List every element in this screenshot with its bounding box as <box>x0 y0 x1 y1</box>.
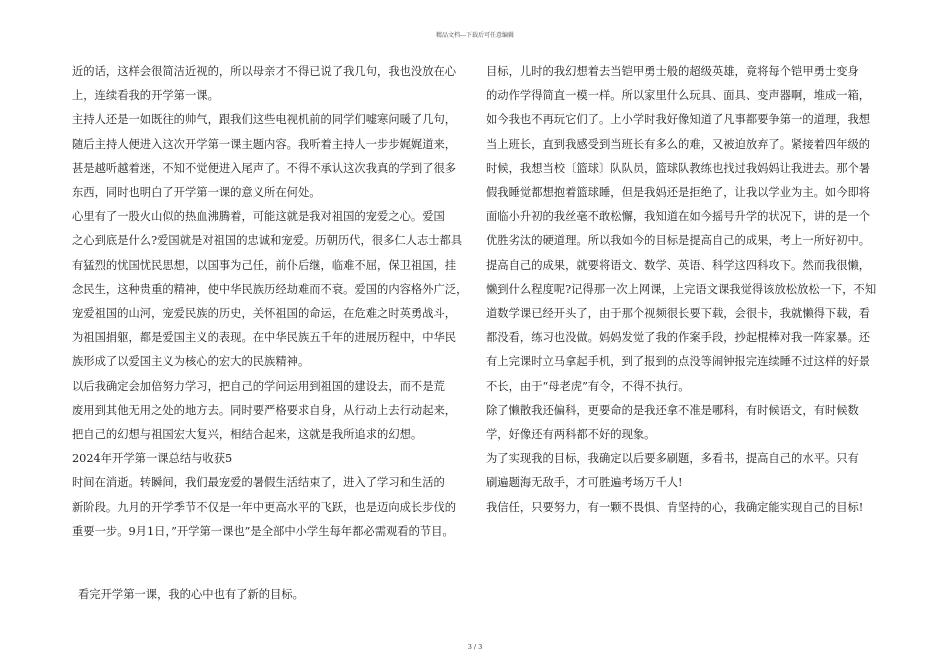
text-line: 有猛烈的忧国忧民思想，以国事为己任，前仆后继，临难不屈，保卫祖国，挂 <box>72 258 457 272</box>
text-line: 以后我确定会加倍努力学习，把自己的学问运用到祖国的建设去，而不是荒 <box>72 379 445 393</box>
text-line: 随后主持人便进入这次开学第一课主题内容。我听着主持人一步步娓娓道来， <box>72 137 457 151</box>
text-line: 道数学课已经开头了，由于那个视频很长要下载，会很卡，我就懒得下载，看 <box>486 307 871 321</box>
text-line: 念民生，这种贵重的精神，使中华民族历经劫难而不衰。爱国的内容格外广泛， <box>72 282 468 296</box>
text-line: 上，连续看我的开学第一课。 <box>72 89 219 103</box>
text-line: 刷遍题海无敌手，才可胜遍考场万千人! <box>486 476 683 490</box>
text-line: 我信任，只要努力，有一颗不畏惧、肯坚持的心，我确定能实现自己的目标! <box>486 500 864 514</box>
text-line: 东西，同时也明白了开学第一课的意义所在何处。 <box>72 186 321 200</box>
text-line: 当上班长，直到我感受到当班长有多么的难，又被迫放弃了。紧接着四年级的 <box>486 137 871 151</box>
text-line: 心里有了一股火山似的热血沸腾着，可能这就是我对祖国的宠爱之心。爱国 <box>72 210 445 224</box>
text-line: 提高自己的成果，就要将语文、数学、英语、科学这四科攻下。然而我很懒， <box>486 258 871 272</box>
text-line: 为祖国捐躯，都是爱国主义的表现。在中华民族五千年的进展历程中，中华民 <box>72 331 457 345</box>
text-line: 如今我也不再玩它们了。上小学时我好像知道了凡事都要争第一的道理，我想 <box>486 113 871 127</box>
text-line: 不长，由于“母老虎”有令，不得不执行。 <box>486 379 690 393</box>
text-line: 除了懒散我还偏科，更要命的是我还拿不准是哪科，有时候语文，有时候数 <box>486 403 859 417</box>
text-line: 假我睡觉都想抱着篮球睡，但是我妈还是拒绝了，让我以学业为主。如今即将 <box>486 186 871 200</box>
text-line: 甚是越听越着迷，不知不觉便进入尾声了。不得不承认这次我真的学到了很多 <box>72 161 457 175</box>
text-line: 时间在消逝。转瞬间，我们最宠爱的暑假生活结束了，进入了学习和生活的 <box>72 476 445 490</box>
closing-line: 看完开学第一课，我的心中也有了新的目标。 <box>78 588 304 601</box>
right-column <box>486 60 879 520</box>
text-line: 懒到什么程度呢?记得那一次上网课，上完语文课我觉得该放松放松一下，不知 <box>486 282 877 296</box>
text-line: 有上完课时立马拿起手机，到了报到的点没等闹钟报完连续睡不过这样的好景 <box>486 355 871 369</box>
text-line: 时候，我想当校〔篮球〕队队员，篮球队教练也找过我妈妈让我进去。那个暑 <box>486 161 871 175</box>
text-line: 主持人还是一如既往的帅气，跟我们这些电视机前的同学们嘘寒问暖了几句， <box>72 113 457 127</box>
text-line: 废用到其他无用之处的地方去。同时要严格要求自身，从行动上去行动起来， <box>72 403 457 417</box>
text-line: 目标，儿时的我幻想着去当铠甲勇士般的超级英雄，竟将每个铠甲勇士变身 <box>486 65 859 78</box>
text-line: 新阶段。九月的开学季节不仅是一年中更高水平的飞跃，也是迈向成长步伐的 <box>72 500 457 514</box>
section-heading: 2024年开学第一课总结与收获5 <box>72 452 233 466</box>
text-line: 优胜劣汰的硬道理。所以我如今的目标是提高自己的成果，考上一所好初中。 <box>486 234 871 248</box>
text-line: 重要一步。9月1日，”开学第一课也”是全部中小学生每年都必需观看的节目。 <box>72 524 454 538</box>
text-line: 的动作学得简直一模一样。所以家里什么玩具、面具、变声器啊，堆成一箱， <box>486 89 871 103</box>
page-header: 精品文档---下载后可任意编辑 <box>435 32 515 39</box>
text-line: 学，好像还有两科都不好的现象。 <box>486 428 656 442</box>
left-column <box>72 60 472 544</box>
page-number: 3 / 3 <box>467 643 483 651</box>
text-line: 之心到底是什么?爱国就是对祖国的忠诚和宠爱。历朝历代，很多仁人志士都具 <box>72 234 463 248</box>
text-line: 族形成了以爱国主义为核心的宏大的民族精神。 <box>72 355 310 369</box>
text-line: 把自己的幻想与祖国宏大复兴，相结合起来，这就是我所追求的幻想。 <box>72 428 423 442</box>
text-line: 都没看，练习也没做。妈妈发觉了我的作案手段，抄起棍棒对我一阵家暴。还 <box>486 331 871 345</box>
text-line: 面临小升初的我丝毫不敢松懈，我知道在如今摇号升学的状况下，讲的是一个 <box>486 210 871 224</box>
text-line: 宠爱祖国的山河，宠爱民族的历史，关怀祖国的命运，在危难之时英勇战斗， <box>72 307 457 321</box>
text-line: 近的话，这样会很简洁近视的，所以母亲才不得已说了我几句，我也没放在心 <box>72 65 457 78</box>
text-line: 为了实现我的目标，我确定以后要多刷题，多看书，提高自己的水平。只有 <box>486 452 859 466</box>
